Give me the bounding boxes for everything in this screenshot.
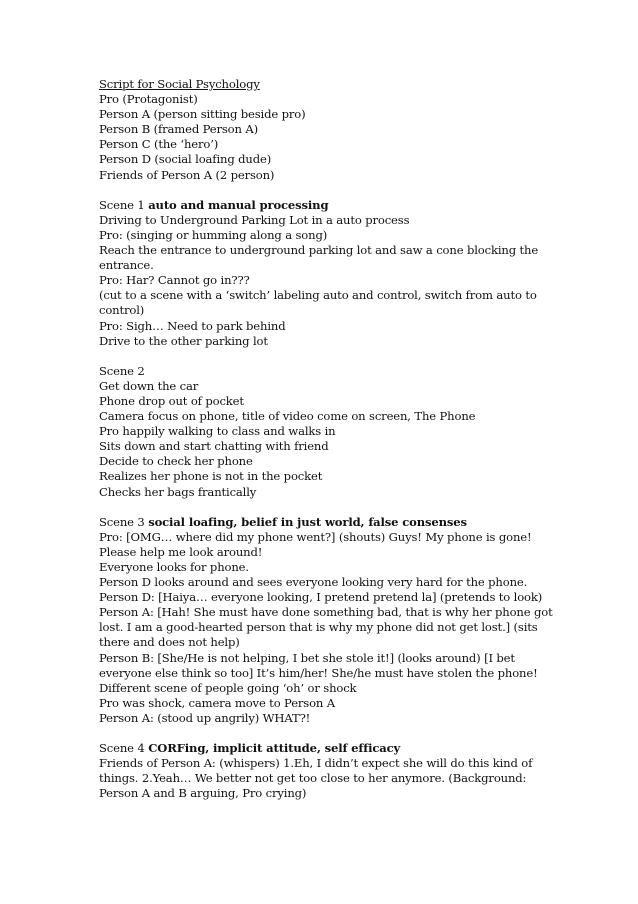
scene-heading [99,198,529,213]
scene-topic: CORFing, implicit attitude, self efficacy [148,741,401,756]
scene-2 [99,364,529,500]
script-line: everyone else think so too] It’s him/her! She/he must have stolen the phone! [99,665,538,680]
script-body [99,77,553,802]
script-line: lost. I am a good-hearted person that is why my phone did not get lost.] (sits [99,620,538,635]
scene-heading [99,364,529,379]
script-line: Driving to Underground Parking Lot in a auto process [99,212,410,227]
scene-label: Scene 3 [99,514,145,529]
script-line: control) [99,303,145,318]
scene-topic: auto and manual processing [148,197,329,212]
script-line: there and does not help) [99,635,240,650]
script-line: Pro: Har? Cannot go in??? [99,273,250,288]
script-line: Person A: (stood up angrily) WHAT?! [99,710,311,725]
cast-item: Person A (person sitting beside pro) [99,107,306,122]
scene-heading [99,515,529,530]
cast-list [99,92,529,183]
script-line: Sits down and start chatting with friend [99,439,329,454]
cast-item: Person D (social loafing dude) [99,152,272,167]
script-line: Reach the entrance to underground parking lot and saw a cone blocking the [99,243,539,258]
script-line: Everyone looks for phone. [99,560,249,574]
script-line: things. 2.Yeah… We better not get too close to her anymore. (Background: [99,771,527,786]
script-line: Person A and B arguing, Pro crying) [99,786,307,801]
script-line: Please help me look around! [99,544,263,559]
script-line: Person D looks around and sees everyone looking very hard for the phone. [99,575,528,590]
script-line: entrance. [99,258,154,273]
script-line: Friends of Person A: (whispers) 1.Eh, I didn’t expect she will do this kind of [99,756,533,771]
script-line: Checks her bags frantically [99,484,257,499]
script-line: Drive to the other parking lot [99,333,268,348]
scene-4 [99,741,533,801]
cast-item: Pro (Protagonist) [99,92,198,107]
script-line: Pro: (singing or humming along a song) [99,227,328,242]
scene-label: Scene 4 [99,741,145,756]
document-title: Script for Social Psychology [99,77,260,91]
script-line: Pro happily walking to class and walks in [99,424,336,439]
scene-topic: social loafing, belief in just world, false consenses [148,514,467,529]
script-line: Phone drop out of pocket [99,393,244,408]
cast-item: Person B (framed Person A) [99,122,258,137]
script-line: Pro: [OMG… where did my phone went?] (shouts) Guys! My phone is gone! [99,529,532,544]
script-line: Pro: Sigh… Need to park behind [99,318,286,333]
script-line: Person A: [Hah! She must have done something bad, that is why her phone got [99,605,553,620]
script-line: Realizes her phone is not in the pocket [99,469,323,484]
script-line: Camera focus on phone, title of video come on screen, The Phone [99,409,476,424]
scene-label: Scene 1 [99,197,145,212]
cast-item: Friends of Person A (2 person) [99,167,275,182]
scene-heading [99,741,529,756]
script-line: Decide to check her phone [99,454,253,469]
script-line: (cut to a scene with a ‘switch’ labeling auto and control, switch from auto to [99,288,537,303]
scene-label: Scene 2 [99,363,145,378]
script-line: Pro was shock, camera move to Person A [99,695,335,710]
script-line: Get down the car [99,378,199,393]
script-line: Person B: [She/He is not helping, I bet she stole it!] (looks around) [I bet [99,650,515,665]
scene-3 [99,514,553,726]
scene-1 [99,197,539,349]
script-line: Person D: [Haiya… everyone looking, I pretend pretend la] (pretends to look) [99,590,543,605]
cast-item: Person C (the ‘hero’) [99,137,219,152]
script-line: Different scene of people going ‘oh’ or shock [99,680,357,695]
